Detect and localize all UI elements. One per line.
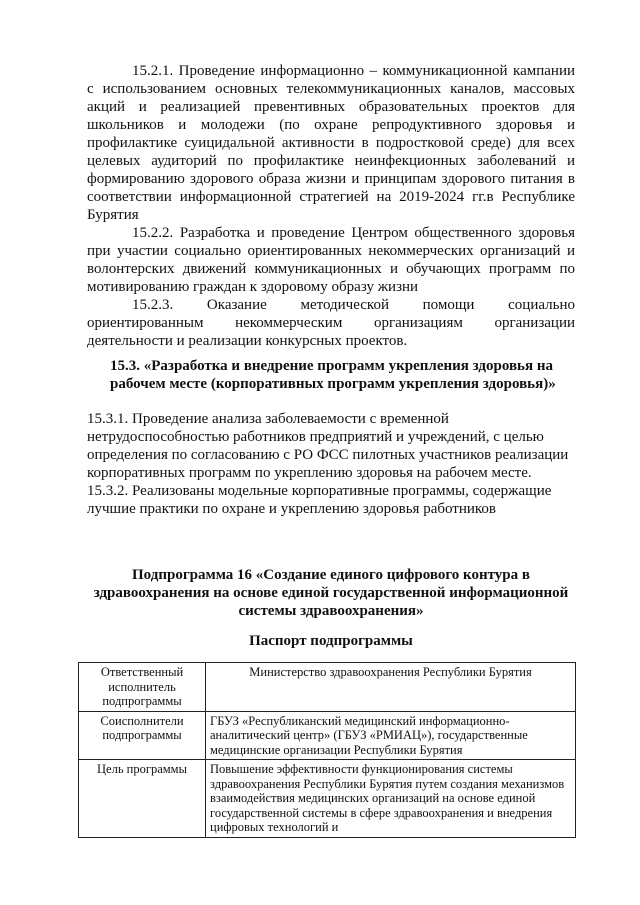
table-cell-label: Соисполнители подпрограммы [79,711,206,760]
table-row [79,711,576,760]
passport-title: Паспорт подпрограммы [249,633,413,649]
table-cell-value: ГБУЗ «Республиканский медицинский информационно-аналитический центр» (ГБУЗ «РМИАЦ»), государственные медицинские организации Республики Бурятия [206,711,576,760]
passport-table [78,662,576,838]
paragraph-15-3-1: 15.3.1. Проведение анализа заболеваемости с временной нетрудоспособностью работников предприятий и учреждений, с целью определения по согласованию с РО ФСС пилотных участников реализации корпоративных программ по укреплению здоровья на рабочем месте. [87,411,569,481]
table-cell-label: Ответственный исполнитель подпрограммы [79,663,206,712]
section-15-2 [87,62,575,350]
table-cell-label: Цель программы [79,760,206,838]
section-15-3 [87,410,575,518]
paragraph-15-2-1: 15.2.1. Проведение информационно – коммуникационной кампании с использованием основных телекоммуникационных каналов, массовых акций и реализацией превентивных образовательных проектов для школьников и молодежи (по охране репродуктивного здоровья и профилактике суицидальной активности в подростковой среде) для всех целевых аудиторий по профилактике неинфекционных заболеваний и формированию здорового образа жизни и принципам здорового питания в соответствии информационной стратегией на 2019-2024 гг.в Республике Бурятия [87,63,575,223]
heading-15-3: 15.3. «Разработка и внедрение программ укрепления здоровья на рабочем месте (корпоративных программ укрепления здоровья)» [110,358,556,392]
subprogram-title: Подпрограмма 16 «Создание единого цифрового контура в здравоохранения на основе единой государственной информационной системы здравоохранения» [93,567,569,619]
table-cell-value: Министерство здравоохранения Республики Бурятия [206,663,576,712]
paragraph-15-2-2: 15.2.2. Разработка и проведение Центром общественного здоровья при участии социально ориентированных некоммерческих организаций и волонтерских движений коммуникационных и обучающих программ по мотивированию граждан к здоровому образу жизни [87,225,575,295]
paragraph-15-3-2: 15.3.2. Реализованы модельные корпоративные программы, содержащие лучшие практики по охране и укреплению здоровья работников [87,483,552,517]
table-cell-value: Повышение эффективности функционирования системы здравоохранения Республики Бурятия путем создания механизмов взаимодействия медицинских организаций на основе единой государственной системы в сфере здравоохранения и внедрения цифровых технологий и [206,760,576,838]
paragraph-15-2-3: 15.2.3. Оказание методической помощи социально ориентированным некоммерческим организациям организации деятельности и реализации конкурсных проектов. [87,297,575,349]
table-row [79,663,576,712]
table-row [79,760,576,838]
